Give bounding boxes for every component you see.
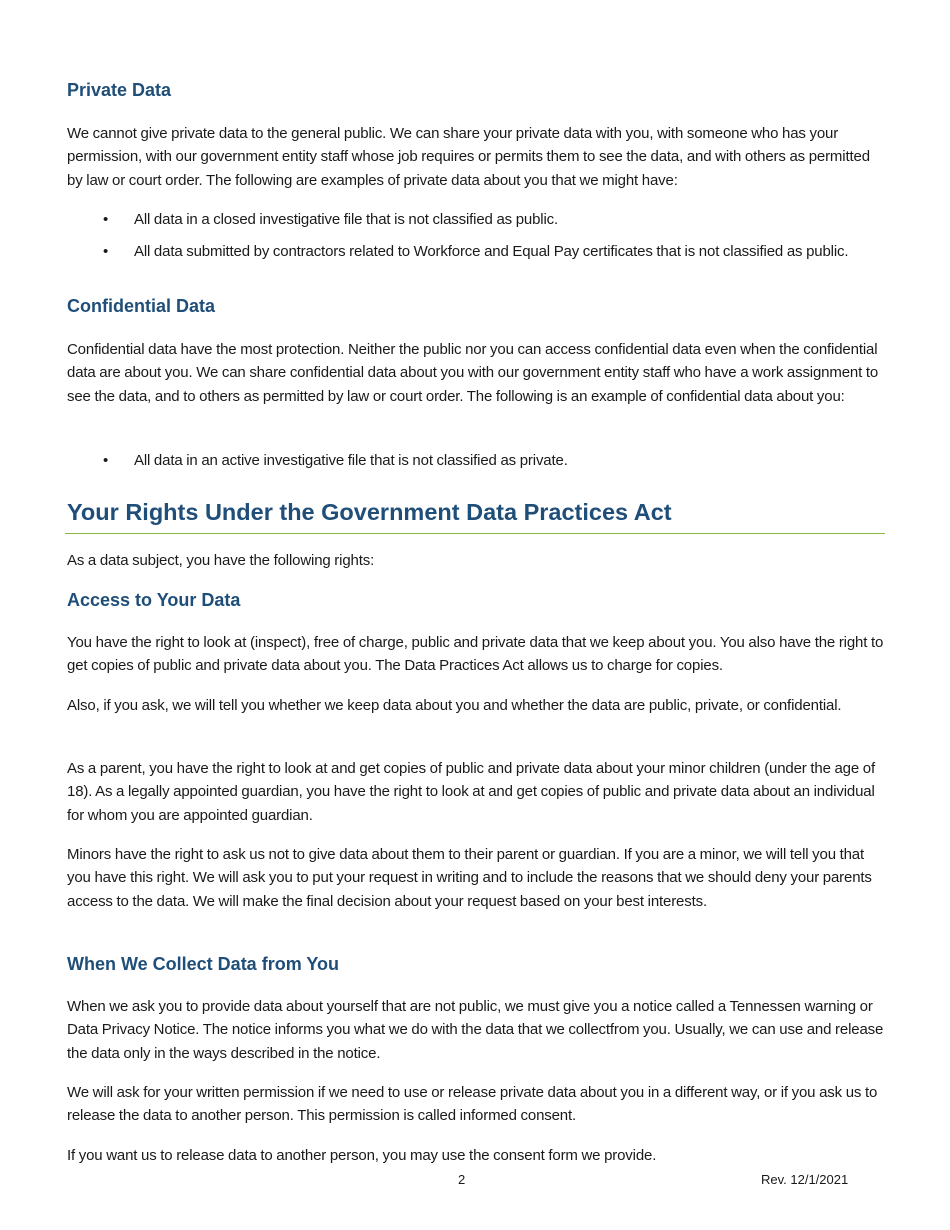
collect-paragraph: We will ask for your written permission if we need to use or release private data about you in a different way, or if you ask us to release the data to another person. This permission is called informed consent.	[67, 1084, 878, 1125]
revision-date: Rev. 12/1/2021	[761, 1172, 849, 1187]
bullet-icon: •	[103, 452, 109, 469]
collect-paragraph: If you want us to release data to another person, you may use the consent form we provide.	[67, 1147, 657, 1164]
access-paragraph: Minors have the right to ask us not to give data about them to their parent or guardian. If you are a minor, we will tell you that you have this right. We will ask you to put your request in writing and to include the reasons that we should deny your parents access to the data. We will make the final decision about your request based on your best interests.	[67, 846, 872, 910]
rights-heading: Your Rights Under the Government Data Practices Act	[67, 499, 672, 525]
bullet-text: All data in a closed investigative file that is not classified as public.	[134, 211, 559, 228]
confidential-data-heading: Confidential Data	[67, 296, 216, 316]
bullet-icon: •	[103, 243, 109, 260]
rights-intro: As a data subject, you have the following rights:	[67, 552, 375, 569]
collect-heading: When We Collect Data from You	[67, 954, 340, 974]
confidential-data-paragraph: Confidential data have the most protection. Neither the public nor you can access confidential data even when the confidential data are about you. We can share confidential data about you with our government entity staff who have a work assignment to see the data, and to others as permitted by law or court order. The following is an example of confidential data about you:	[67, 341, 879, 405]
private-data-paragraph: We cannot give private data to the general public. We can share your private data with you, with someone who has your permission, with our government entity staff whose job requires or permits them to see the data, and with others as permitted by law or court order. The following are examples of private data about you that we might have:	[67, 125, 870, 189]
access-paragraph: As a parent, you have the right to look at and get copies of public and private data about your minor children (under the age of 18). As a legally appointed guardian, you have the right to look at and get copies of public and private data about an individual for whom you are appointed guardian.	[67, 760, 875, 824]
access-paragraph: You have the right to look at (inspect), free of charge, public and private data that we keep about you. You also have the right to get copies of public and private data about you. The Data Practices Act allows us to charge for copies.	[67, 634, 884, 675]
page-number: 2	[458, 1172, 466, 1187]
access-paragraph: Also, if you ask, we will tell you whether we keep data about you and whether the data are public, private, or confidential.	[67, 697, 842, 714]
access-heading: Access to Your Data	[67, 590, 241, 610]
bullet-text: All data submitted by contractors related to Workforce and Equal Pay certificates that is not classified as public.	[134, 243, 849, 260]
private-data-heading: Private Data	[67, 80, 172, 100]
collect-paragraph: When we ask you to provide data about yourself that are not public, we must give you a notice called a Tennessen warning or Data Privacy Notice. The notice informs you what we do with the data that we collectfrom you. Usually, we can use and release the data only in the ways described in the notice.	[67, 998, 884, 1062]
bullet-icon: •	[103, 211, 109, 228]
bullet-text: All data in an active investigative file that is not classified as private.	[134, 452, 568, 469]
heading-divider	[65, 533, 885, 534]
